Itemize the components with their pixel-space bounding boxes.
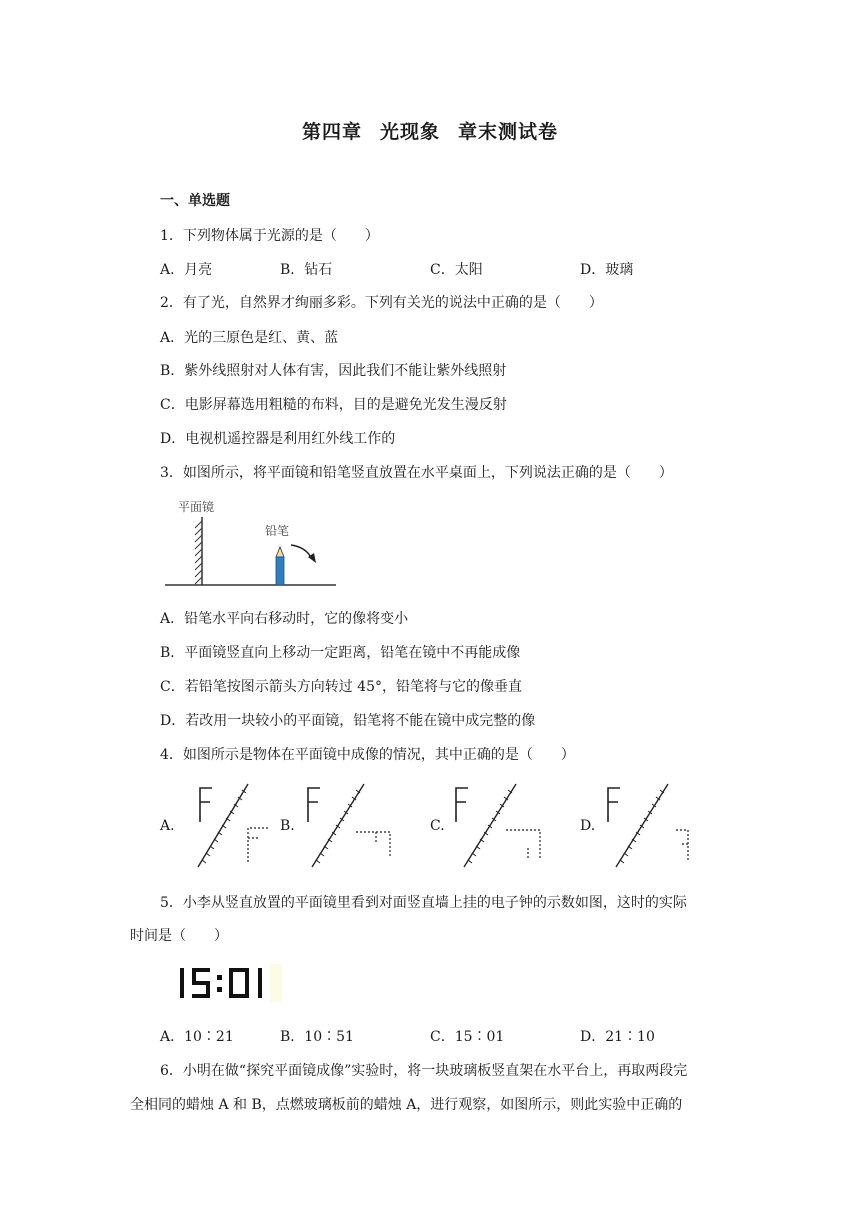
q5-option-a: A．10∶21 [160, 1029, 234, 1045]
q2-option-c: C．电影屏幕选用粗糙的布料，目的是避免光发生漫反射 [160, 397, 507, 413]
q4-label-d: D. [580, 818, 596, 834]
title-topic: 光现象 [379, 121, 440, 143]
q6-stem-line2: 全相同的蜡烛 A 和 B，点燃玻璃板前的蜡烛 A，进行观察，如图所示，则此实验中正确的 [130, 1097, 683, 1113]
q1-option-b: B．钻石 [280, 262, 333, 278]
q5-stem-line2: 时间是（ ） [130, 928, 228, 944]
q5-option-d: D．21∶10 [580, 1029, 655, 1045]
mirror-pencil-figure [160, 495, 340, 590]
q3-option-b: B．平面镜竖直向上移动一定距离，铅笔在镜中不再能成像 [160, 645, 521, 661]
digital-clock [172, 960, 290, 1006]
q3-option-d: D．若改用一块较小的平面镜，铅笔将不能在镜中成完整的像 [160, 713, 536, 729]
title-test: 章末测试卷 [458, 121, 559, 143]
pencil-label: 铅笔 [265, 524, 290, 538]
title-chapter: 第四章 [301, 121, 362, 143]
q4-figure-d [600, 780, 700, 870]
q6-stem-line1: 6．小明在做“探究平面镜成像”实验时，将一块玻璃板竖直架在水平台上，再取两段完 [160, 1063, 688, 1079]
q1-option-d: D．玻璃 [580, 262, 634, 278]
q4-label-c: C. [430, 818, 445, 834]
pencil-tip [276, 547, 284, 557]
q2-option-a: A．光的三原色是红、黄、蓝 [160, 330, 339, 346]
page-title [0, 117, 860, 144]
q1-stem: 1．下列物体属于光源的是（ ） [160, 228, 379, 244]
q4-figure-b [298, 780, 398, 870]
section-heading: 一、单选题 [160, 193, 230, 209]
q5-option-b: B．10∶51 [280, 1029, 354, 1045]
q2-stem: 2．有了光，自然界才绚丽多彩。下列有关光的说法中正确的是（ ） [160, 295, 603, 311]
q2-option-b: B．紫外线照射对人体有害，因此我们不能让紫外线照射 [160, 363, 507, 379]
q1-option-a: A．月亮 [160, 262, 213, 278]
q3-option-c: C．若铅笔按图示箭头方向转过 45°，铅笔将与它的像垂直 [160, 679, 522, 695]
q5-option-c: C．15∶01 [430, 1029, 505, 1045]
q4-figure-c [448, 780, 548, 870]
mirror-label: 平面镜 [178, 500, 215, 514]
q5-stem-line1: 5．小李从竖直放置的平面镜里看到对面竖直墙上挂的电子钟的示数如图，这时的实际 [160, 895, 687, 911]
q2-option-d: D．电视机遥控器是利用红外线工作的 [160, 431, 396, 447]
q1-option-c: C．太阳 [430, 262, 483, 278]
q4-figure-a [180, 780, 275, 870]
q3-stem: 3．如图所示，将平面镜和铅笔竖直放置在水平桌面上，下列说法正确的是（ ） [160, 465, 673, 481]
q4-label-a: A. [160, 818, 175, 834]
mirror-hatch [195, 521, 202, 584]
q4-stem: 4．如图所示是物体在平面镜中成像的情况，其中正确的是（ ） [160, 747, 575, 763]
q4-label-b: B. [280, 818, 295, 834]
pencil-body [276, 557, 284, 585]
q3-option-a: A．铅笔水平向右移动时，它的像将变小 [160, 611, 409, 627]
